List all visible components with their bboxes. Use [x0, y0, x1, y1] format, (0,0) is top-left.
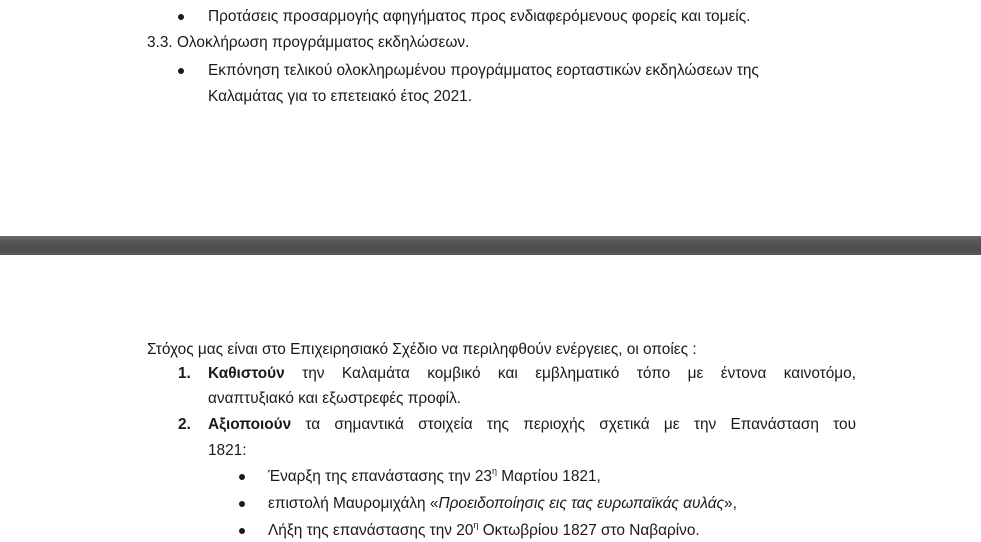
sub-bullet-text-part: Έναρξη της επανάστασης την 23: [268, 468, 492, 485]
intro-paragraph: Στόχος μας είναι στο Επιχειρησιακό Σχέδιο να περιληφθούν ενέργειες, οι οποίες :: [147, 341, 697, 358]
superscript: η: [491, 466, 497, 476]
list-number: 2.: [178, 416, 191, 433]
document-page-top: [0, 0, 981, 236]
bullet-text: Προτάσεις προσαρμογής αφηγήματος προς ενδιαφερόμενους φορείς και τομείς.: [208, 8, 751, 25]
sub-bullet-text-part: Οκτωβρίου 1827 στο Ναβαρίνο.: [478, 522, 700, 539]
page-break-separator: [0, 236, 981, 255]
bullet-icon: [178, 68, 184, 74]
section-heading: 3.3. Ολοκλήρωση προγράμματος εκδηλώσεων.: [147, 34, 470, 51]
list-item-line: [208, 363, 856, 385]
list-item-continuation: αναπτυξιακό και εξωστρεφές προφίλ.: [208, 390, 462, 407]
bullet-text: Εκπόνηση τελικού ολοκληρωμένου προγράμματος εορταστικών εκδηλώσεων της: [208, 62, 759, 79]
bullet-icon: [178, 14, 184, 20]
list-item-continuation: 1821:: [208, 442, 247, 459]
list-item-text: την Καλαμάτα κομβικό και εμβληματικό τόπο με έντονα καινοτόμο,: [284, 365, 856, 382]
superscript: η: [473, 520, 479, 530]
document-page-bottom: [0, 255, 981, 541]
sub-bullet-text-part: επιστολή Μαυρομιχάλη «: [268, 495, 439, 512]
sub-bullet-text: [268, 466, 601, 488]
list-item-line: [208, 414, 856, 436]
bullet-icon: [239, 501, 245, 507]
bullet-icon: [239, 528, 245, 534]
sub-bullet-text: [268, 493, 737, 515]
list-item-keyword: Αξιοποιούν: [208, 416, 292, 433]
list-item-keyword: Καθιστούν: [208, 365, 285, 382]
italic-title: Προειδοποίησις εις τας ευρωπαϊκάς αυλάς: [438, 495, 725, 512]
sub-bullet-text-part: »,: [724, 495, 737, 512]
list-number: 1.: [178, 365, 191, 382]
list-item-text: τα σημαντικά στοιχεία της περιοχής σχετικά με την Επανάσταση του: [291, 416, 856, 433]
sub-bullet-text-part: Λήξη της επανάστασης την 20: [268, 522, 474, 539]
bullet-icon: [239, 474, 245, 480]
sub-bullet-text-part: Μαρτίου 1821,: [496, 468, 601, 485]
bullet-text-continuation: Καλαμάτας για το επετειακό έτος 2021.: [208, 88, 472, 105]
sub-bullet-text: [268, 520, 700, 542]
